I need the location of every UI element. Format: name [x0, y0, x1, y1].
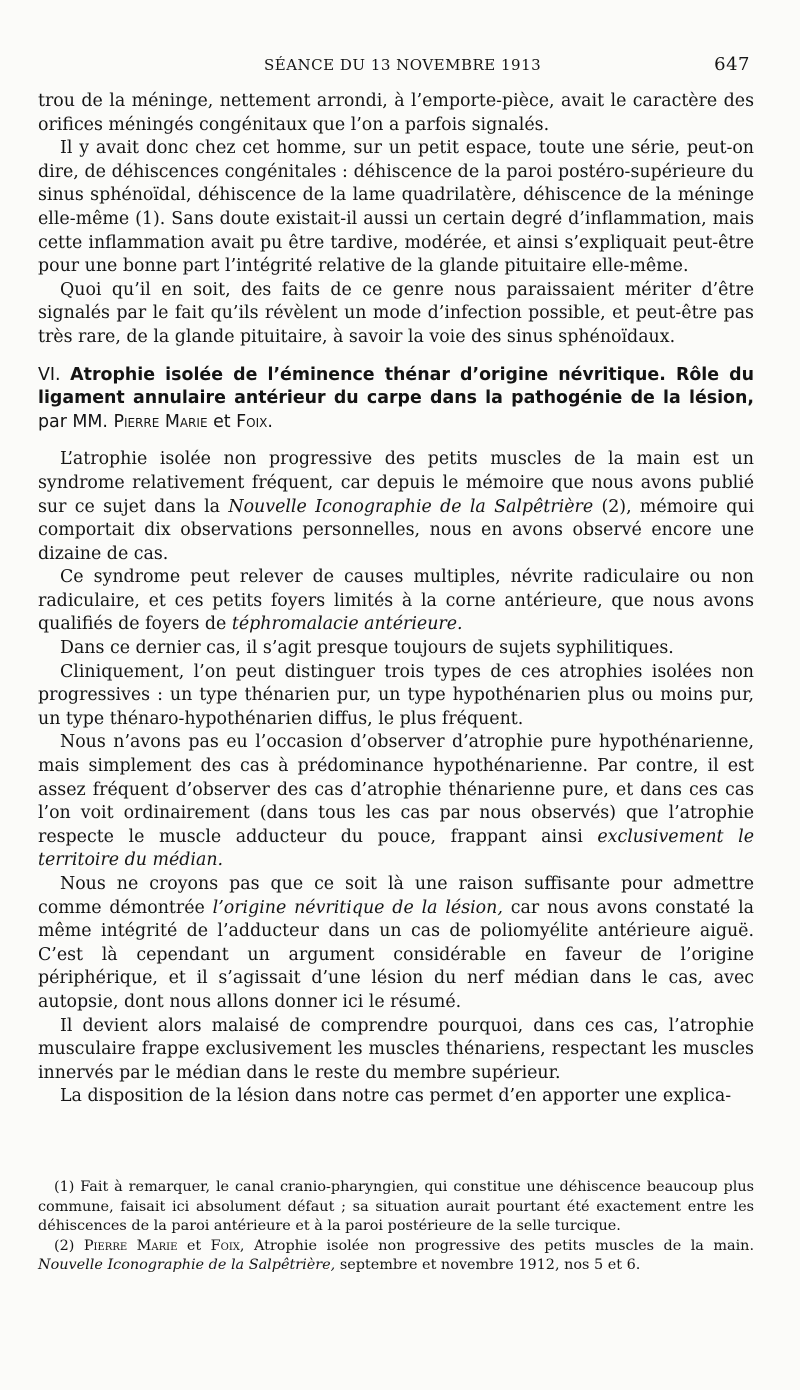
author-name: Pierre Marie — [83, 1237, 178, 1254]
footnote-number: (2) — [54, 1237, 75, 1254]
text: Ce syndrome peut relever de causes multiples, névrite radiculaire ou non radiculaire, et ces petits foyers limités à la corne antérieure, que nous avons qualifiés de foyers de — [38, 567, 754, 635]
footnote: (1) Fait à remarquer, le canal cranio-pharyngien, qui constitue une déhiscence beaucoup plus commune, faisait ici absolument défaut ; sa situation aurait pourtant été exactement entre les déhiscences de la paroi antérieure et à la paroi postérieure de la selle turcique. — [38, 1179, 754, 1235]
paragraph: trou de la méninge, nettement arrondi, à l’emporte-pièce, avait le caractère des orifices méningés congénitaux que l’on a parfois signalés. — [38, 91, 754, 135]
text: Nous ne croyons pas que ce soit là une raison suffisante pour admettre comme démontrée — [38, 874, 754, 918]
journal-title: Nouvelle Iconographie de la Salpêtrière, — [38, 1257, 336, 1274]
authors-and: et — [213, 411, 231, 432]
paragraph: La disposition de la lésion dans notre cas permet d’en apporter une explica- — [60, 1086, 732, 1107]
text: L’atrophie isolée non progressive des petits muscles de la main est un syndrome relativement fréquent, car depuis le mémoire que nous avons publié sur ce sujet dans la — [38, 449, 754, 517]
text: et — [186, 1237, 202, 1254]
paragraph — [38, 448, 754, 566]
running-header — [38, 52, 754, 76]
text: septembre et novembre 1912, nos 5 et 6. — [339, 1257, 641, 1274]
section-title: Atrophie isolée de l’éminence thénar d’origine névritique. Rôle du ligament annulaire antérieur du carpe dans la pathogénie de la lésion, — [38, 364, 754, 409]
page-number: 647 — [714, 54, 750, 75]
paragraph — [38, 873, 754, 1015]
text: car nous avons constaté la même intégrité de l’adducteur dans un cas de poliomyélite antérieure aiguë. C’est là cependant un argument considérable en faveur de l’origine périphérique, et il s’agissait d’une lésion du nerf médian dans le cas, avec autopsie, dont nous allons donner ici le résumé. — [38, 897, 754, 1012]
paragraph: Il y avait donc chez cet homme, sur un petit espace, toute une série, peut-on dire, de déhiscences congénitales : déhiscence de la paroi postéro-supérieure du sinus sphénoïdal, déhiscence de la lame quadrilatère, déhiscence de la méninge elle-même (1). Sans doute existait-il aussi un certain degré d’inflammation, mais cette inflammation avait pu être tardive, modérée, et ainsi s’expliquait peut-être pour une bonne part l’intégrité relative de la glande pituitaire elle-même. — [38, 138, 754, 277]
text: (2), mémoire qui comportait dix observations personnelles, nous en avons observé encore une dizaine de cas. — [38, 496, 755, 564]
footnote — [38, 1237, 754, 1276]
italic-term: l’origine névritique de la lésion, — [212, 897, 503, 918]
paragraph — [38, 566, 754, 637]
author-name: Foix. — [236, 411, 273, 432]
section-number: VI. — [38, 364, 61, 385]
paragraph: Quoi qu’il en soit, des faits de ce genre nous paraissaient mériter d’être signalés par le fait qu’ils révèlent un mode d’infection possible, et peut-être pas très rare, de la glande pituitaire, à savoir la voie des sinus sphénoïdaux. — [38, 279, 754, 347]
footnotes — [38, 1178, 754, 1276]
paragraph: Cliniquement, l’on peut distinguer trois types de ces atrophies isolées non progressives : un type thénarien pur, un type hypothénarien plus ou moins pur, un type thénaro-hypothénarien diffus, le plus fréquent. — [38, 661, 754, 729]
author-name: Pierre Marie — [113, 411, 208, 432]
text: Nous n’avons pas eu l’occasion d’observer d’atrophie pure hypothénarienne, mais simplement des cas à prédominance hypothénarienne. Par contre, il est assez fréquent d’observer des cas d’atrophie thénarienne pure, et dans ces cas l’on voit ordinairement (dans tous les cas par nous observés) que l’atrophie respecte le muscle adducteur du pouce, frappant ainsi — [38, 732, 754, 847]
text: Atrophie isolée non progressive des petits muscles de la main. — [253, 1237, 755, 1254]
paragraph: Dans ce dernier cas, il s’agit presque toujours de sujets syphilitiques. — [60, 638, 674, 659]
journal-title: Nouvelle Iconographie de la Salpêtrière — [228, 496, 594, 517]
paragraph: Il devient alors malaisé de comprendre pourquoi, dans ces cas, l’atrophie musculaire frappe exclusivement les muscles thénariens, respectant les muscles innervés par le médian dans le reste du membre supérieur. — [38, 1015, 754, 1083]
paragraph — [38, 731, 754, 873]
italic-term: téphromalacie antérieure. — [231, 614, 463, 635]
authors-prefix: par MM. — [38, 411, 108, 432]
section-heading — [38, 364, 754, 435]
running-title: SÉANCE DU 13 NOVEMBRE 1913 — [264, 56, 542, 74]
italic-term: exclusivement le territoire du médian. — [38, 826, 754, 871]
author-name: Foix, — [210, 1237, 245, 1254]
main-text — [38, 90, 754, 1109]
